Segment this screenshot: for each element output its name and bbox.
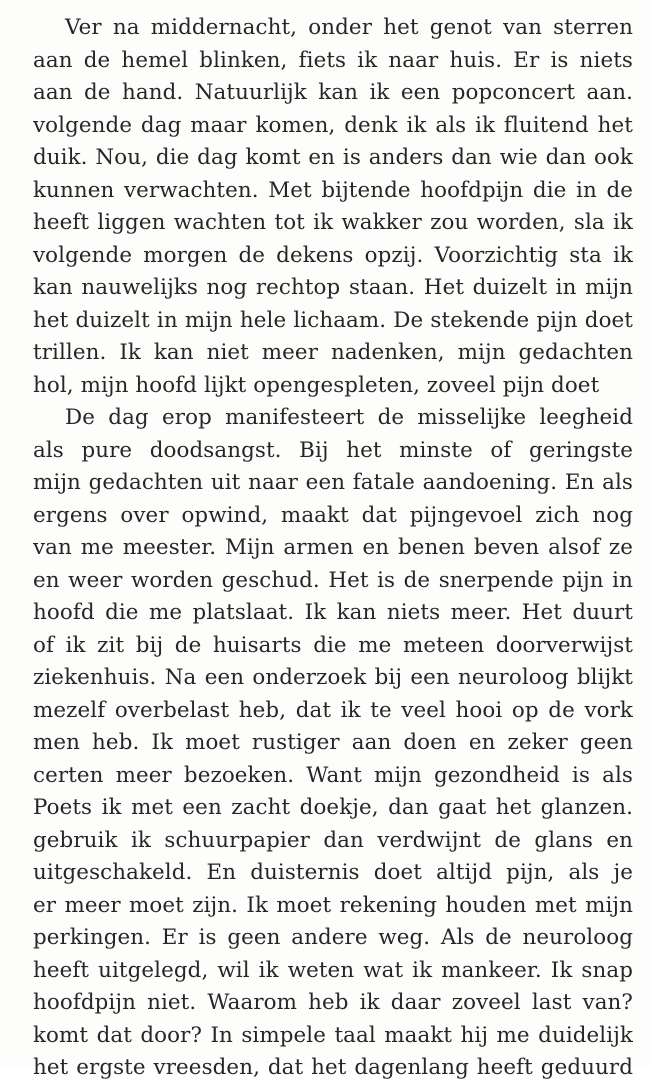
text-line: hoofdpijn niet. Waarom heb ik daar zoveel last van? <box>33 990 633 1015</box>
text-line: als pure doodsangst. Bij het minste of geringste <box>33 437 633 463</box>
text-line: men heb. Ik moet rustiger aan doen en zeker geen <box>33 730 633 755</box>
text-line: certen meer bezoeken. Want mijn gezondheid is als <box>33 762 633 788</box>
text-line: er meer moet zijn. Ik moet rekening houden met mijn <box>33 892 633 918</box>
text-line: gebruik ik schuurpapier dan verdwijnt de glans en <box>33 827 633 853</box>
body-text <box>33 12 633 1085</box>
text-line: volgende dag maar komen, denk ik als ik fluitend het <box>33 112 633 138</box>
text-line: en weer worden geschud. Het is de snerpende pijn in <box>33 567 633 593</box>
text-line: ergens over opwind, maakt dat pijngevoel zich nog <box>33 502 633 528</box>
paragraph-2 <box>33 402 633 1085</box>
text-line: duik. Nou, die dag komt en is anders dan wie dan ook <box>33 145 633 170</box>
text-line: volgende morgen de dekens opzij. Voorzichtig sta ik <box>33 242 633 268</box>
text-line: mijn gedachten uit naar een fatale aandoening. En als <box>33 470 633 495</box>
text-line: heeft liggen wachten tot ik wakker zou worden, sla ik <box>33 210 633 235</box>
text-line: heeft uitgelegd, wil ik weten wat ik mankeer. Ik snap <box>33 957 633 983</box>
text-line: kan nauwelijks nog rechtop staan. Het duizelt in mijn <box>33 275 633 300</box>
paragraph-1 <box>33 12 633 402</box>
text-line: hol, mijn hoofd lijkt opengespleten, zoveel pijn doet <box>33 372 600 398</box>
text-line: komt dat door? In simpele taal maakt hij me duidelijk <box>33 1022 633 1048</box>
text-line: Ver na middernacht, onder het genot van sterren <box>65 15 633 40</box>
text-line: het ergste vreesden, dat het dagenlang heeft geduurd <box>33 1055 633 1080</box>
text-line: uitgeschakeld. En duisternis doet altijd pijn, als je <box>33 860 633 885</box>
text-line: aan de hemel blinken, fiets ik naar huis. Er is niets <box>33 47 633 73</box>
text-line: trillen. Ik kan niet meer nadenken, mijn gedachten <box>33 340 633 365</box>
text-line: hoofd die me platslaat. Ik kan niets meer. Het duurt <box>33 600 633 625</box>
text-line: van me meester. Mijn armen en benen beven alsof ze <box>33 535 633 560</box>
text-line: aan de hand. Natuurlijk kan ik een popconcert aan. <box>33 80 633 105</box>
text-line: perkingen. Er is geen andere weg. Als de neuroloog <box>33 925 633 950</box>
text-line: ziekenhuis. Na een onderzoek bij een neuroloog blijkt <box>33 665 633 690</box>
text-line: kunnen verwachten. Met bijtende hoofdpijn die in de <box>33 177 633 203</box>
text-line: mezelf overbelast heb, dat ik te veel hooi op de vork <box>33 697 633 723</box>
text-line: het duizelt in mijn hele lichaam. De stekende pijn doet <box>33 307 633 333</box>
text-line: De dag erop manifesteert de misselijke leegheid <box>65 405 633 430</box>
text-line: Poets ik met een zacht doekje, dan gaat het glanzen. <box>33 795 633 820</box>
text-line: of ik zit bij de huisarts die me meteen doorverwijst <box>33 632 633 658</box>
